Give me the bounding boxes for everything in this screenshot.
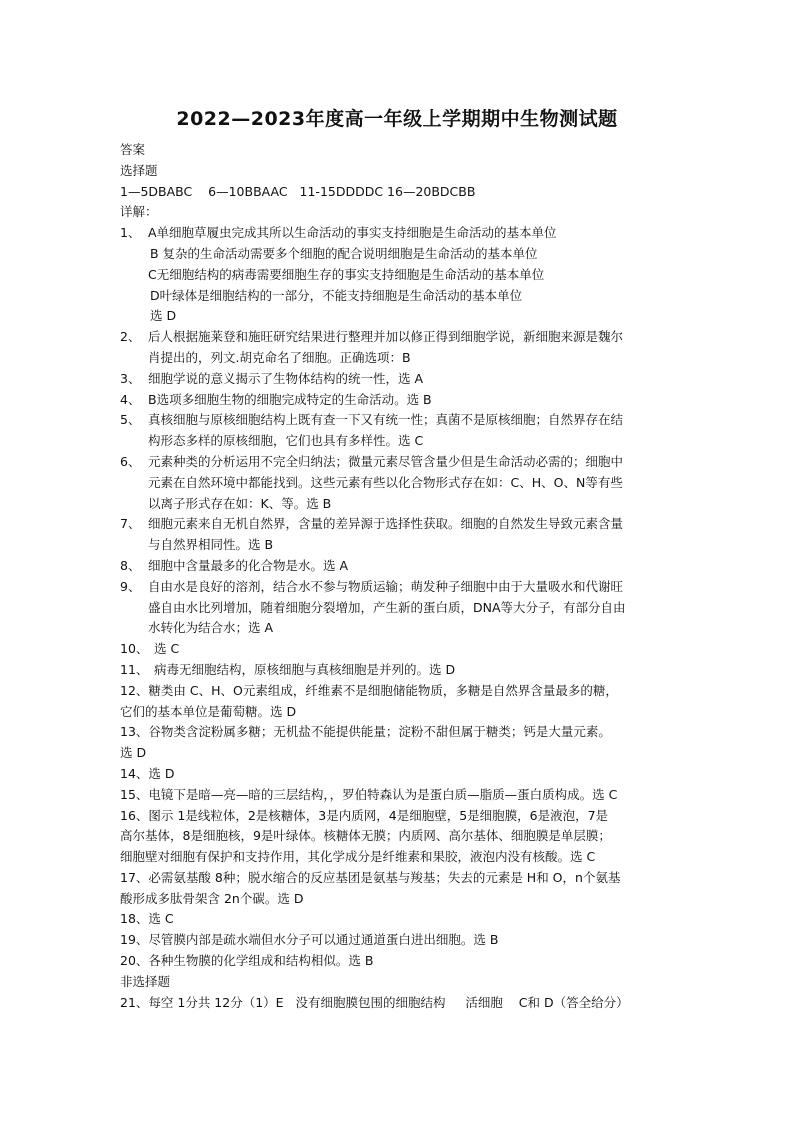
explanation-item-16: [120, 806, 680, 868]
item-number: 10、: [120, 641, 149, 657]
item-line: 19、尽管膜内部是疏水端但水分子可以通过通道蛋白进出细胞。选 B: [120, 932, 499, 948]
item-number: 8、: [120, 557, 141, 573]
explanation-item-10: [120, 639, 680, 660]
document-body: [120, 140, 680, 1013]
nonchoice-section-heading: 非选择题: [120, 973, 171, 989]
explanation-item-3: [120, 369, 680, 390]
explanation-item-21: [120, 993, 680, 1014]
item-number: 11、: [120, 661, 149, 677]
item-line: 18、选 C: [120, 911, 174, 927]
explanation-item-2: [120, 327, 680, 369]
explanation-item-9: [120, 577, 680, 639]
item-line: 17、必需氨基酸 8种；脱水缩合的反应基团是氨基与羧基；失去的元素是 H和 O，n个氨基: [120, 869, 621, 885]
item-number: 5、: [120, 412, 141, 428]
item-line: B 复杂的生命活动需要多个细胞的配合说明细胞是生命活动的基本单位: [150, 245, 538, 261]
item-line: B选项多细胞生物的细胞完成特定的生命活动。选 B: [148, 391, 432, 407]
item-line: 选 D: [150, 308, 177, 324]
item-number: 4、: [120, 391, 141, 407]
explanation-item-6: [120, 452, 680, 514]
item-number: 6、: [120, 453, 141, 469]
explanation-item-4: [120, 390, 680, 411]
item-line: 真核细胞与原核细胞结构上既有查一下又有统一性；真菌不是原核细胞；自然界存在结: [148, 412, 624, 428]
explanation-item-11: [120, 660, 680, 681]
item-line: A单细胞草履虫完成其所以生命活动的事实支持细胞是生命活动的基本单位: [148, 225, 557, 241]
item-line: 它们的基本单位是葡萄糖。选 D: [120, 703, 297, 719]
explanation-item-1: [120, 223, 680, 244]
answer-key: 1—5DBABC 6—10BBAAC 11-15DDDDC 16—20BDCBB: [120, 183, 476, 199]
item-line: 盛自由水比列增加，随着细胞分裂增加，产生新的蛋白质，DNA等大分子，有部分自由: [148, 599, 626, 615]
explanation-item-19: [120, 930, 680, 951]
explanation-item-13: [120, 722, 680, 764]
detail-heading: 详解：: [120, 204, 158, 220]
item-line: 细胞中含量最多的化合物是水。选 A: [148, 557, 349, 573]
item-line: 后人根据施莱登和施旺研究结果进行整理并加以修正得到细胞学说，新细胞来源是魏尔: [148, 329, 624, 345]
item-line: 13、谷物类含淀粉属多糖；无机盐不能提供能量；淀粉不甜但属于糖类；钙是大量元素。: [120, 724, 611, 740]
explanation-item-8: [120, 556, 680, 577]
item-line: 以离子形式存在如：K、等。选 B: [148, 495, 332, 511]
item-line: 21、每空 1分共 12分（1）E 没有细胞膜包围的细胞结构 活细胞 C和 D（答全给分）: [120, 994, 629, 1010]
item-number: 2、: [120, 329, 141, 345]
item-line: 细胞学说的意义揭示了生物体结构的统一性，选 A: [148, 370, 424, 386]
explanation-item-12: [120, 681, 680, 723]
item-line: 元素种类的分析运用不完全归纳法；微量元素尽管含量少但是生命活动必需的；细胞中: [148, 453, 624, 469]
answer-heading: 答案: [120, 142, 146, 157]
choice-section-heading: 选择题: [120, 162, 158, 178]
item-line: 细胞壁对细胞有保护和支持作用，其化学成分是纤维素和果胶，液泡内没有核酸。选 C: [120, 849, 596, 865]
item-line: 构形态多样的原核细胞，它们也具有多样性。选 C: [148, 433, 424, 449]
item-line: 肖提出的，列文.胡克命名了细胞。正确选项：B: [148, 349, 411, 365]
item-line: 高尔基体，8是细胞核，9是叶绿体。核糖体无膜；内质网、高尔基体、细胞膜是单层膜；: [120, 828, 611, 844]
item-line: 20、各种生物膜的化学组成和结构相似。选 B: [120, 953, 374, 969]
item-line: 选 D: [120, 745, 147, 761]
explanation-item-20: [120, 951, 680, 972]
item-line: 选 C: [154, 641, 180, 657]
item-line: 酸形成多肽骨架含 2n个碳。选 D: [120, 890, 304, 906]
item-line: 元素在自然环境中都能找到。这些元素有些以化合物形式存在如：C、H、O、N等有些: [148, 474, 623, 490]
item-line: 14、选 D: [120, 765, 175, 781]
item-line: 12、糖类由 C、H、O元素组成，纤维素不是细胞储能物质，多糖是自然界含量最多的糖，: [120, 682, 618, 698]
explanation-item-14: [120, 764, 680, 785]
item-line: 与自然界相同性。选 B: [148, 537, 274, 553]
item-line: 病毒无细胞结构，原核细胞与真核细胞是并列的。选 D: [154, 661, 456, 677]
item-number: 3、: [120, 370, 141, 386]
explanation-item-5: [120, 410, 680, 452]
page-title: 2022—2023年度高一年级上学期期中生物测试题: [176, 108, 618, 130]
item-line: 15、电镜下是暗—亮—暗的三层结构，，罗伯特森认为是蛋白质—脂质—蛋白质构成。选 C: [120, 786, 618, 802]
item-line: C无细胞结构的病毒需要细胞生存的事实支持细胞是生命活动的基本单位: [148, 266, 545, 282]
explanation-item-1-sublines: [120, 244, 680, 327]
explanation-item-7: [120, 514, 680, 556]
item-number: 7、: [120, 516, 141, 532]
item-line: 水转化为结合水；选 A: [148, 620, 274, 636]
item-number: 1、: [120, 225, 141, 241]
explanation-item-18: [120, 909, 680, 930]
item-number: 9、: [120, 578, 141, 594]
explanation-item-17: [120, 868, 680, 910]
item-line: 细胞元素来自无机自然界，含量的差异源于选择性获取。细胞的自然发生导致元素含量: [148, 516, 624, 532]
item-line: D叶绿体是细胞结构的一部分，不能支持细胞是生命活动的基本单位: [150, 287, 523, 303]
item-line: 自由水是良好的溶剂，结合水不参与物质运输；萌发种子细胞中由于大量吸水和代谢旺: [148, 578, 624, 594]
explanation-item-15: [120, 785, 680, 806]
item-line: 16、图示 1是线粒体，2是核糖体，3是内质网，4是细胞壁，5是细胞膜，6是液泡，7是: [120, 807, 609, 823]
